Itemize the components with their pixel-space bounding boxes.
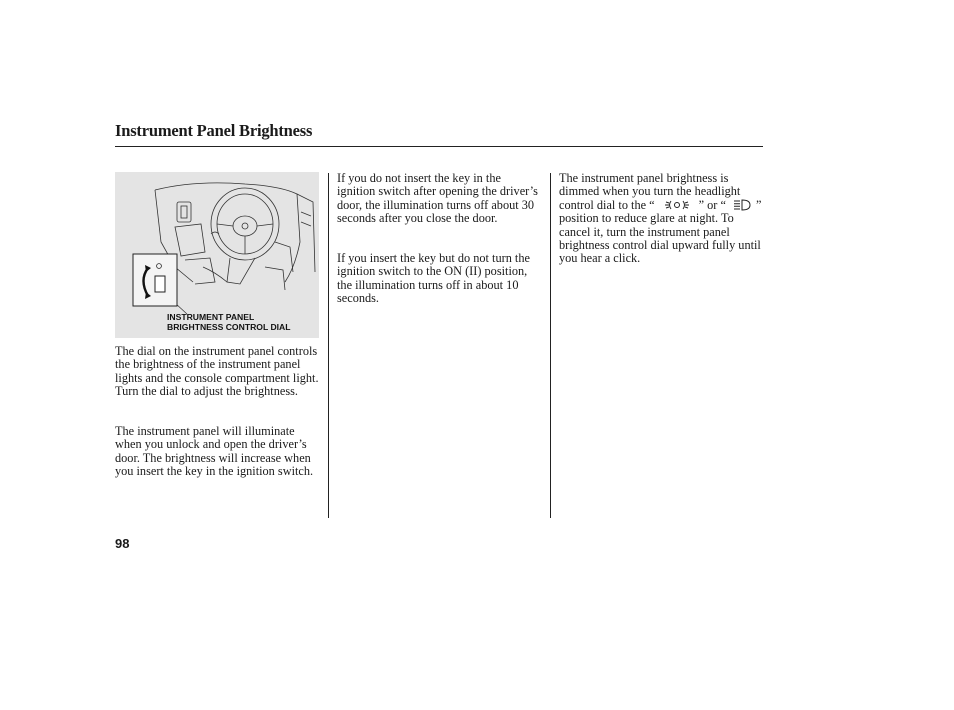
- page-title: Instrument Panel Brightness: [115, 121, 313, 140]
- col3-text-part3: ” position to reduce glare at night. To cancel it, turn the instrument panel brightness control dial upward fully until you hear a click.: [559, 197, 762, 266]
- figure-caption-line2: BRIGHTNESS CONTROL DIAL: [167, 322, 291, 332]
- figure-caption-line1: INSTRUMENT PANEL: [167, 312, 255, 322]
- column-divider-1: [328, 173, 329, 518]
- brightness-dial-icon: [133, 254, 177, 306]
- dashboard-illustration: [115, 172, 319, 338]
- col2-paragraph-1: If you do not insert the key in the ignition switch after opening the driver’s door, the illumination turns off about 30 seconds after you close the door.: [337, 171, 538, 226]
- col3-text-part2: ” or “: [698, 197, 726, 212]
- figure-caption: [167, 312, 291, 332]
- col3-text-part1: The instrument panel brightness is dimmed when you turn the headlight control dial to the “: [559, 171, 741, 212]
- parking-light-icon: [655, 199, 699, 211]
- headlight-icon: [726, 199, 756, 211]
- col3-paragraph-1: [559, 172, 764, 266]
- column-divider-2: [550, 173, 551, 518]
- col1-paragraph-2: The instrument panel will illuminate when you unlock and open the driver’s door. The brightness will increase when you insert the key in the ignition switch.: [115, 424, 314, 479]
- title-rule: [115, 146, 763, 147]
- col1-paragraph-1: The dial on the instrument panel controls the brightness of the instrument panel lights and the console compartment light. Turn the dial to adjust the brightness.: [115, 344, 319, 399]
- page-number: 98: [115, 536, 130, 551]
- col2-paragraph-2: If you insert the key but do not turn the ignition switch to the ON (II) position, the illumination turns off in about 10 seconds.: [337, 251, 530, 306]
